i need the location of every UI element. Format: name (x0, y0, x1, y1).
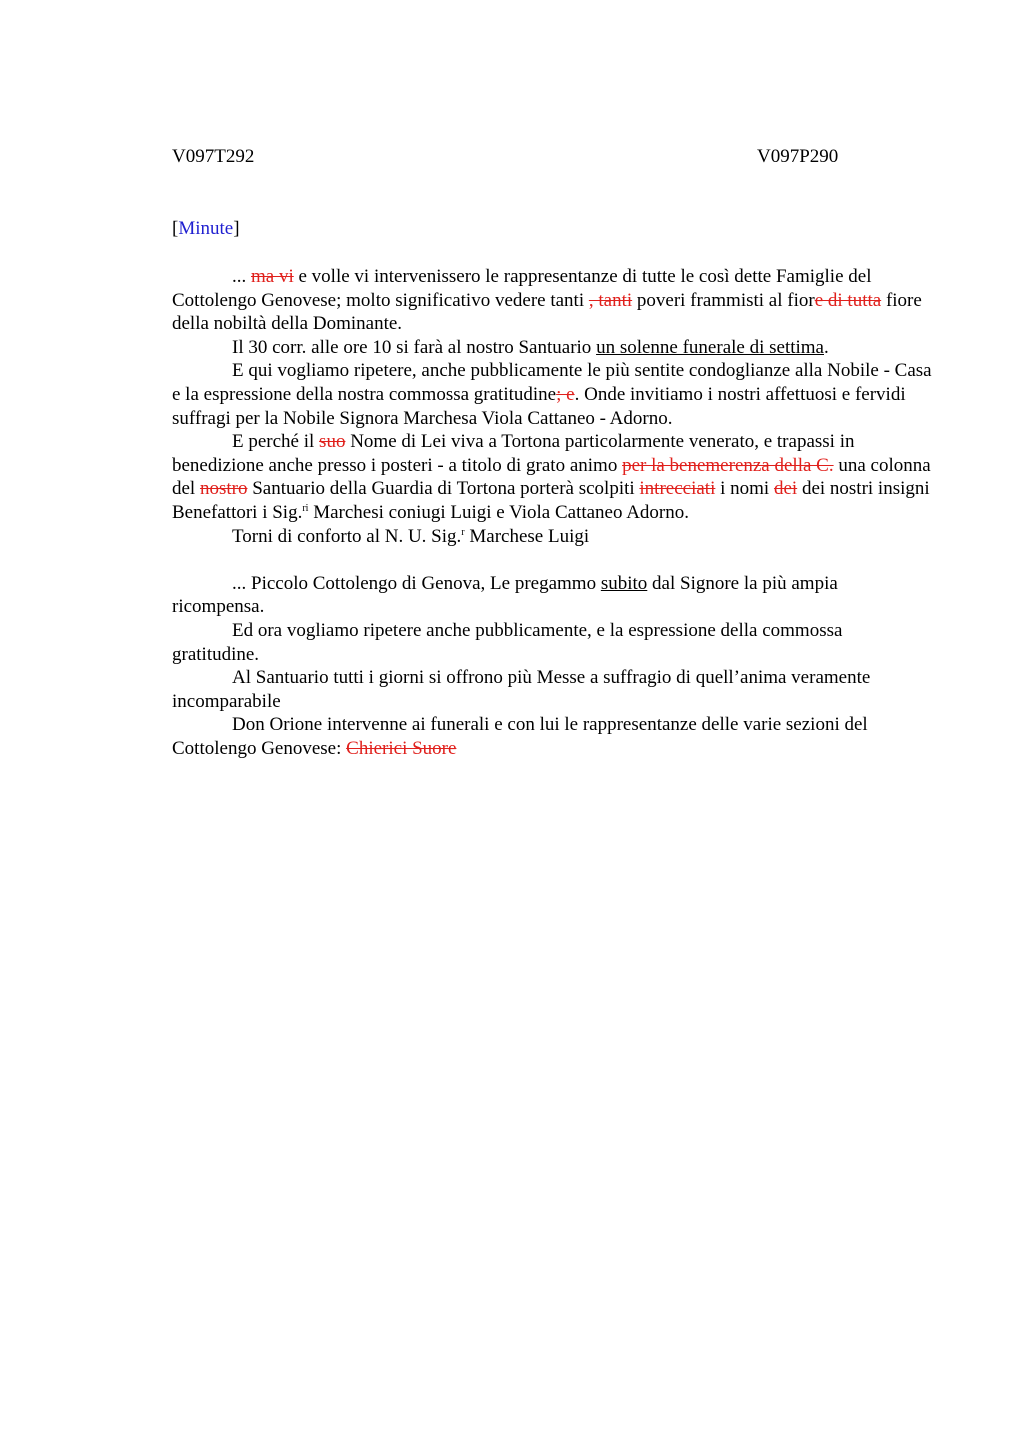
text-run: Torni di conforto al N. U. Sig. (232, 525, 462, 547)
text-run: dal Signore la più ampia ricompensa. (172, 572, 838, 618)
deleted-text: suo (319, 431, 346, 453)
deleted-text: intrecciati (639, 478, 716, 500)
superscript-text: ri (302, 502, 309, 514)
deleted-text: ; e (556, 383, 575, 405)
deleted-text: Chierici Suore (346, 737, 457, 759)
text-run: E perché il (232, 431, 320, 453)
text-run: Marchese Luigi (464, 525, 590, 547)
paragraph-9 (172, 713, 932, 760)
text-run: Il 30 corr. alle ore 10 si farà al nostro Santuario (232, 336, 597, 358)
superscript-text: r (461, 526, 465, 538)
text-run: dei nostri insigni Benefattori i Sig. (172, 478, 930, 523)
paragraph-spacer (172, 548, 932, 572)
paragraph-2 (172, 336, 932, 360)
deleted-text: nostro (199, 478, 248, 500)
text-run: una colonna del (172, 454, 931, 500)
text-run: fiore della nobiltà della Dominante. (172, 289, 922, 335)
text-run: Marchesi coniugi Luigi e Viola Cattaneo Adorno. (308, 501, 689, 523)
text-run: Santuario della Guardia di Tortona porterà scolpiti (247, 478, 640, 500)
section-label (172, 217, 240, 241)
text-run: E qui vogliamo ripetere, anche pubblicamente le più sentite condoglianze alla Nobile - Casa e la espressione della nostra commossa gratitudine (172, 360, 932, 405)
underlined-text: un solenne funerale di settima (596, 336, 824, 358)
text-run: e volle vi intervenissero le rappresentanze di tutte le così dette Famiglie del Cottolengo Genovese; molto significativo vedere tanti (172, 266, 872, 311)
document-body (172, 265, 932, 760)
deleted-text: , tanti (588, 289, 633, 311)
paragraph-3 (172, 359, 932, 430)
text-run: Nome di Lei viva a Tortona particolarmente venerato, e trapassi in benedizione anche presso i posteri - a titolo di grato animo (172, 431, 855, 476)
deleted-text: dei (773, 478, 798, 500)
text-run: Ed ora vogliamo ripetere anche pubblicamente, e la espressione della commossa gratitudine. (172, 619, 843, 665)
minute-label: Minute (178, 218, 234, 239)
paragraph-1 (172, 265, 932, 336)
paragraph-8 (172, 666, 932, 713)
text-run: Al Santuario tutti i giorni si offrono più Messe a suffragio di quell’anima veramente incomparabile (172, 667, 871, 712)
paragraph-6 (172, 572, 932, 619)
deleted-text: e di tutta (814, 289, 882, 311)
text-run: poveri frammisti al fior (632, 289, 815, 311)
text-run: i nomi (715, 478, 774, 500)
text-run: . (824, 336, 829, 358)
deleted-text: per la benemerenza della C. (622, 454, 834, 476)
document-code-left: V097T292 (172, 146, 255, 167)
label-open-bracket: [ (172, 218, 179, 239)
paragraph-4 (172, 430, 932, 524)
text-run: ... Piccolo Cottolengo di Genova, Le pregammo (232, 572, 601, 594)
document-code-right: V097P290 (757, 146, 839, 167)
underlined-text: subito (600, 572, 648, 594)
deleted-text: ma vi (251, 266, 294, 287)
text-run: Don Orione intervenne ai funerali e con lui le rappresentanze delle varie sezioni del Cottolengo Genovese: (172, 714, 868, 759)
paragraph-7 (172, 619, 932, 666)
paragraph-5 (172, 525, 932, 549)
text-run: ... (232, 266, 251, 287)
text-run: . Onde invitiamo i nostri affettuosi e fervidi suffragi per la Nobile Signora Marchesa Viola Cattaneo - Adorno. (172, 383, 906, 429)
label-close-bracket: ] (233, 218, 240, 239)
